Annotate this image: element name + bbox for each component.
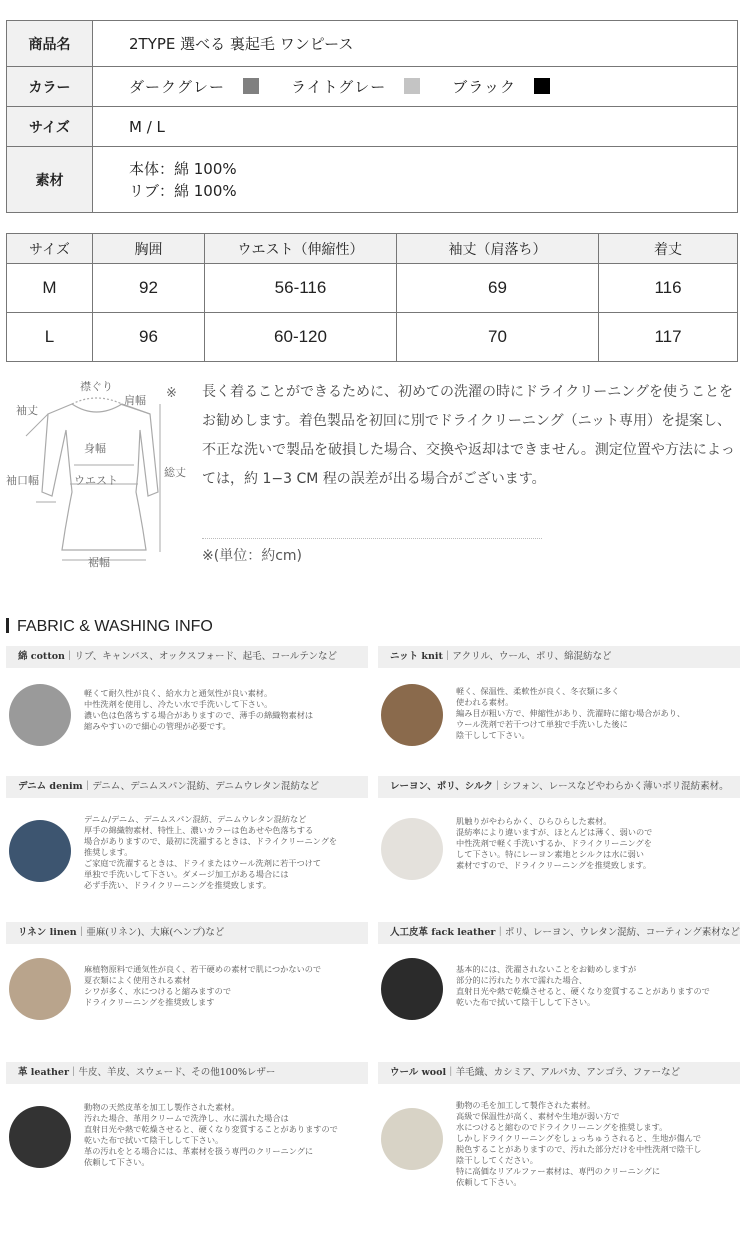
fabric-item-wool	[378, 1062, 740, 1192]
material-body: 本体：綿 100%	[129, 159, 237, 178]
size-table-header: 袖丈（肩落ち）	[397, 234, 599, 264]
fabric-header	[378, 1062, 740, 1084]
material-label: 素材	[7, 147, 93, 213]
denim-swatch-icon	[9, 820, 71, 882]
fabric-sub: ｜牛皮、羊皮、スウェード、その他100%レザー	[68, 1067, 276, 1078]
fabric-item-fake-leather	[378, 922, 740, 1042]
diagram-label: ウエスト	[74, 474, 118, 487]
fake-leather-swatch-icon	[381, 958, 443, 1020]
fabric-description: デニム/デニム、デニムスパン混紡、デニムウレタン混紡など 厚手の綿織物素材、特性上、濃いカラーは色あせや色落ちする 場合がありますので、最初に洗濯するときは、ドライクリーニングを 推奨します。 ご家庭で洗濯するときは、ドライまたはウール洗剤に若干つけて 単独で手洗いして下さい。ダメージ加工がある場合には 必ず手洗い、ドライクリーニングを推奨致します。	[84, 814, 338, 890]
section-title	[6, 618, 213, 636]
fabric-header	[6, 922, 368, 944]
fabric-name: ニット knit	[390, 651, 443, 662]
table-cell: M	[7, 264, 93, 313]
fabric-name: 人工皮革 fack leather	[390, 927, 496, 938]
size-label: サイズ	[7, 107, 93, 147]
fabric-item-rayon	[378, 776, 740, 906]
size-table-header: 着丈	[599, 234, 738, 264]
fabric-item-linen	[6, 922, 368, 1042]
cotton-swatch-icon	[9, 684, 71, 746]
linen-swatch-icon	[9, 958, 71, 1020]
color-name: ブラック	[452, 78, 516, 96]
diagram-label: 袖丈	[16, 404, 38, 417]
table-cell: 116	[599, 264, 738, 313]
fabric-name: 革 leather	[18, 1067, 69, 1078]
table-row	[7, 313, 738, 362]
fabric-name: リネン linen	[18, 927, 77, 938]
color-swatch-black	[534, 78, 550, 94]
fabric-name: 綿 cotton	[18, 651, 65, 662]
size-table-header: ウエスト（伸縮性）	[205, 234, 397, 264]
table-row	[7, 264, 738, 313]
fabric-description: 軽く、保温性、柔軟性が良く、冬衣類に多く 使われる素材。 編み目が粗い方で、伸縮性があり、洗濯時に縮む場合があり、 ウール洗剤で若干つけて単独で手洗いした後に 陰干しして下さい。	[456, 686, 686, 740]
fabric-sub: ｜亜麻(リネン)、大麻(ヘンプ)など	[76, 927, 225, 938]
fabric-sub: ｜アクリル、ウール、ポリ、綿混紡など	[442, 651, 612, 662]
product-info-table	[6, 20, 738, 213]
fabric-header	[378, 776, 740, 798]
fabric-sub: ｜ポリ、レーヨン、ウレタン混紡、コーティング素材など	[495, 927, 740, 938]
title-bar	[6, 618, 9, 633]
knit-swatch-icon	[381, 684, 443, 746]
diagram-label: 裾幅	[88, 556, 110, 569]
table-cell: 69	[397, 264, 599, 313]
title-text: FABRIC & WASHING	[17, 618, 171, 635]
fabric-item-denim	[6, 776, 368, 906]
fabric-sub: ｜リブ、キャンバス、オックスフォード、起毛、コールテンなど	[64, 651, 337, 662]
color-swatch-light-gray	[404, 78, 420, 94]
table-cell: 70	[397, 313, 599, 362]
product-name-label: 商品名	[7, 21, 93, 67]
color-label: カラー	[7, 67, 93, 107]
size-table-header: 胸囲	[93, 234, 205, 264]
size-value: M / L	[93, 107, 738, 147]
divider	[202, 538, 542, 539]
size-table-header: サイズ	[7, 234, 93, 264]
fabric-description: 肌触りがやわらかく、ひらひらした素材。 混紡率により違いますが、ほとんどは薄く、弱いので 中性洗剤で軽く手洗いするか、ドライクリーニングを して下さい。特にレーヨン素地とシルクは水に弱い 素材ですので、ドライクリーニングを推奨致します。	[456, 816, 653, 870]
fabric-item-leather	[6, 1062, 368, 1192]
fabric-description: 軽くて耐久性が良く、給水力と通気性が良い素材。 中性洗剤を使用し、冷たい水で手洗いして下さい。 濃い色は色落ちする場合がありますので、薄手の綿織物素材は 縮みやすいので細心の管理が必要です。	[84, 688, 314, 731]
title-suffix: INFO	[170, 618, 213, 635]
garment-measurement-diagram	[0, 372, 200, 572]
fabric-description: 動物の毛を加工して製作された素材。 高級で保温性が高く、素材や生地が弱い方で 水につけると縮むのでドライクリーニングを推奨します。 しかしドライクリーニングをしょっちゅうされると、生地が傷んで 脱色することがありますので、汚れた部分だけを中性洗剤で陰干し 陰干ししてください。 特に高価なリアルファー素材は、専門のクリーニングに 依頼して下さい。	[456, 1100, 702, 1187]
material-rib: リブ：綿 100%	[129, 181, 237, 200]
fabric-header	[378, 646, 740, 668]
fabric-sub: ｜羊毛織、カシミア、アルパカ、アンゴラ、ファーなど	[446, 1067, 681, 1078]
fabric-item-cotton	[6, 646, 368, 758]
fabric-name: デニム denim	[18, 781, 83, 792]
table-cell: 60-120	[205, 313, 397, 362]
wool-swatch-icon	[381, 1108, 443, 1170]
table-cell: L	[7, 313, 93, 362]
color-swatch-dark-gray	[243, 78, 259, 94]
note-mark: ※	[166, 386, 177, 401]
fabric-item-knit	[378, 646, 740, 758]
color-options	[93, 67, 738, 107]
fabric-header	[378, 922, 740, 944]
table-cell: 117	[599, 313, 738, 362]
diagram-label: 袖口幅	[6, 474, 39, 487]
care-note: 長く着ることができるために、初めての洗濯の時にドライクリーニングを使うことをお勧めします。着色製品を初回に別でドライクリーニング（ニット専用）を提案し、不正な洗いで製品を破損した場合、交換や返却はできません。測定位置や方法によっては，約 1−3 CM 程の誤差が出る場合がございます。	[202, 384, 735, 487]
diagram-label: 肩幅	[124, 394, 146, 407]
fabric-sub: ｜シフォン、レースなどやわらかく薄いポリ混紡素材。	[492, 781, 729, 792]
table-cell: 96	[93, 313, 205, 362]
rayon-swatch-icon	[381, 818, 443, 880]
color-name: ライトグレー	[291, 78, 387, 96]
fabric-description: 基本的には、洗濯されないことをお勧めしますが 部分的に汚れたり水で濡れた場合、 直射日光や熱で乾燥させると、硬くなり変質することがありますので 乾いた布で拭いて陰干しして下さい。	[456, 964, 710, 1007]
fabric-description: 動物の天然皮革を加工し製作された素材。 汚れた場合、革用クリームで洗浄し、水に濡れた場合は 直射日光や熱で乾燥させると、硬くなり変質することがありますので 乾いた布で拭いて陰干しして下さい。 革の汚れをとる場合には、革素材を扱う専門のクリーニングに 依頼して下さい。	[84, 1102, 338, 1167]
fabric-header	[6, 1062, 368, 1084]
table-cell: 92	[93, 264, 205, 313]
table-cell: 56-116	[205, 264, 397, 313]
fabric-header	[6, 646, 368, 668]
unit-note: ※(単位：約cm)	[202, 548, 302, 564]
color-name: ダークグレー	[129, 78, 226, 96]
product-name-value: 2TYPE 選べる 裏起毛 ワンピース	[93, 21, 738, 67]
fabric-description: 麻植物原料で通気性が良く、若干硬めの素材で肌につかないので 夏衣類によく使用される素材 シワが多く、水につけると縮みますので ドライクリーニングを推奨致します	[84, 964, 322, 1007]
fabric-header	[6, 776, 368, 798]
fabric-name: ウール wool	[390, 1067, 447, 1078]
fabric-name: レーヨン、ポリ、シルク	[390, 781, 493, 792]
material-value	[93, 147, 738, 213]
fabric-sub: ｜デニム、デニムスパン混紡、デニムウレタン混紡など	[82, 781, 319, 792]
diagram-label: 身幅	[84, 442, 106, 455]
diagram-label: 総丈	[164, 466, 186, 479]
size-table	[6, 233, 738, 362]
leather-swatch-icon	[9, 1106, 71, 1168]
diagram-label: 襟ぐり	[80, 380, 113, 393]
